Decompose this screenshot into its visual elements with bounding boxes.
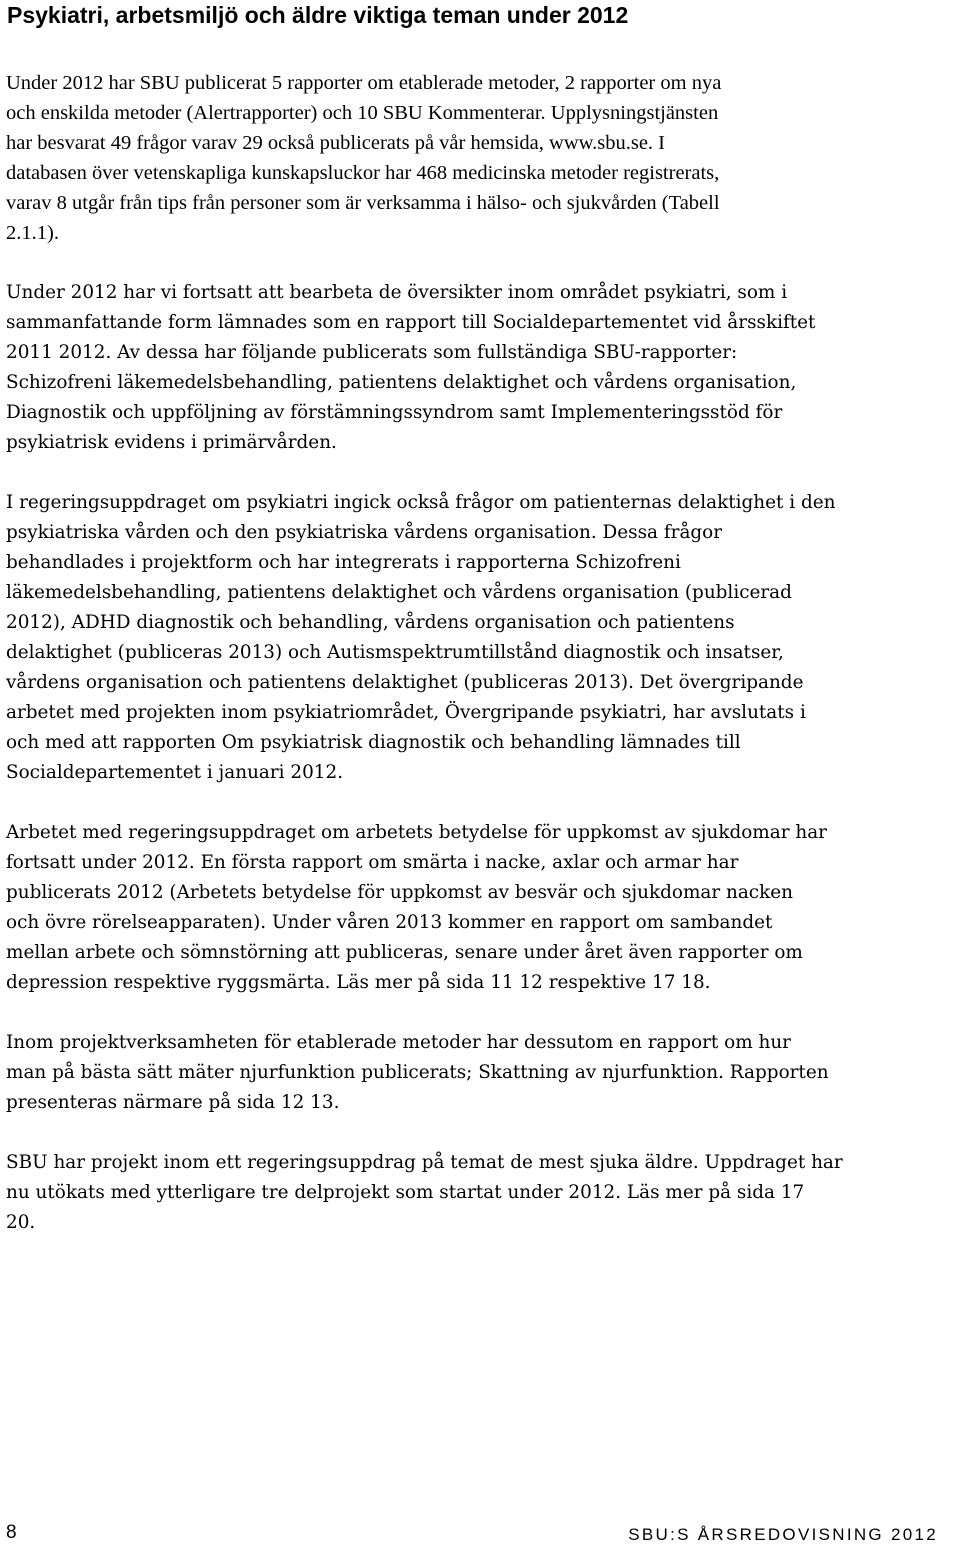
text-line: delaktighet (publiceras 2013) och Autismspektrumtillstånd diagnostik och insatser, [6, 642, 784, 663]
text-line: behandlades i projektform och har integrerats i rapporterna Schizofreni [6, 552, 681, 573]
page-number: 8 [6, 1522, 17, 1543]
text-line: vårdens organisation och patientens delaktighet (publiceras 2013). Det övergripande [6, 672, 804, 693]
text-line: 2.1.1). [6, 222, 59, 244]
text-line: 20. [6, 1212, 36, 1233]
text-line: arbetet med projekten inom psykiatriområdet, Övergripande psykiatri, har avslutats i [6, 702, 806, 723]
text-line: psykiatriska vården och den psykiatriska vårdens organisation. Dessa frågor [6, 522, 723, 543]
text-line: varav 8 utgår från tips från personer som är verksamma i hälso- och sjukvården (Tabell [6, 192, 720, 214]
paragraph-government-assignment-psychiatry [6, 488, 960, 788]
text-line: läkemedelsbehandling, patientens delaktighet och vårdens organisation (publicerad [6, 582, 792, 603]
text-line: publicerats 2012 (Arbetets betydelse för uppkomst av besvär och sjukdomar nacken [6, 882, 793, 903]
text-line: I regeringsuppdraget om psykiatri ingick också frågor om patienternas delaktighet i den [6, 492, 836, 513]
text-line: och enskilda metoder (Alertrapporter) och 10 SBU Kommenterar. Upplysningstjänsten [6, 102, 719, 124]
body-text [6, 68, 960, 1268]
text-line: psykiatrisk evidens i primärvården. [6, 432, 337, 453]
paragraph-reports-summary [6, 68, 960, 248]
text-line: Under 2012 har vi fortsatt att bearbeta de översikter inom området psykiatri, som i [6, 282, 788, 303]
text-line: nu utökats med ytterligare tre delprojekt som startat under 2012. Läs mer på sida 17 [6, 1182, 805, 1203]
text-line: sammanfattande form lämnades som en rapport till Socialdepartementet vid årsskiftet [6, 312, 816, 333]
text-line: mellan arbete och sömnstörning att publiceras, senare under året även rapporter om [6, 942, 803, 963]
text-line: Schizofreni läkemedelsbehandling, patientens delaktighet och vårdens organisation, [6, 372, 797, 393]
text-line: och övre rörelseapparaten). Under våren 2013 kommer en rapport om sambandet [6, 912, 773, 933]
paragraph-kidney-function [6, 1028, 960, 1118]
text-line: 2011 2012. Av dessa har följande publicerats som fullständiga SBU-rapporter: [6, 342, 738, 363]
paragraph-elderly [6, 1148, 960, 1238]
paragraph-psychiatry-reviews [6, 278, 960, 458]
report-title: SBU:S ÅRSREDOVISNING 2012 [628, 1525, 938, 1544]
text-line: Arbetet med regeringsuppdraget om arbetets betydelse för uppkomst av sjukdomar har [6, 822, 827, 843]
text-line: Under 2012 har SBU publicerat 5 rapporter om etablerade metoder, 2 rapporter om nya [6, 72, 722, 94]
text-line: Socialdepartementet i januari 2012. [6, 762, 344, 783]
page-heading: Psykiatri, arbetsmiljö och äldre viktiga teman under 2012 [7, 2, 629, 28]
text-line: har besvarat 49 frågor varav 29 också publicerats på vår hemsida, www.sbu.se. I [6, 132, 665, 154]
text-line: SBU har projekt inom ett regeringsuppdrag på temat de mest sjuka äldre. Uppdraget har [6, 1152, 843, 1173]
text-line: och med att rapporten Om psykiatrisk diagnostik och behandling lämnades till [6, 732, 741, 753]
text-line: presenteras närmare på sida 12 13. [6, 1092, 340, 1113]
text-line: Diagnostik och uppföljning av förstämningssyndrom samt Implementeringsstöd för [6, 402, 783, 423]
text-line: databasen över vetenskapliga kunskapsluckor har 468 medicinska metoder registrerats, [6, 162, 720, 184]
text-line: 2012), ADHD diagnostik och behandling, vårdens organisation och patientens [6, 612, 735, 633]
paragraph-work-environment [6, 818, 960, 998]
text-line: Inom projektverksamheten för etablerade metoder har dessutom en rapport om hur [6, 1032, 791, 1053]
text-line: fortsatt under 2012. En första rapport om smärta i nacke, axlar och armar har [6, 852, 739, 873]
text-line: man på bästa sätt mäter njurfunktion publicerats; Skattning av njurfunktion. Rapporten [6, 1062, 829, 1083]
text-line: depression respektive ryggsmärta. Läs mer på sida 11 12 respektive 17 18. [6, 972, 711, 993]
